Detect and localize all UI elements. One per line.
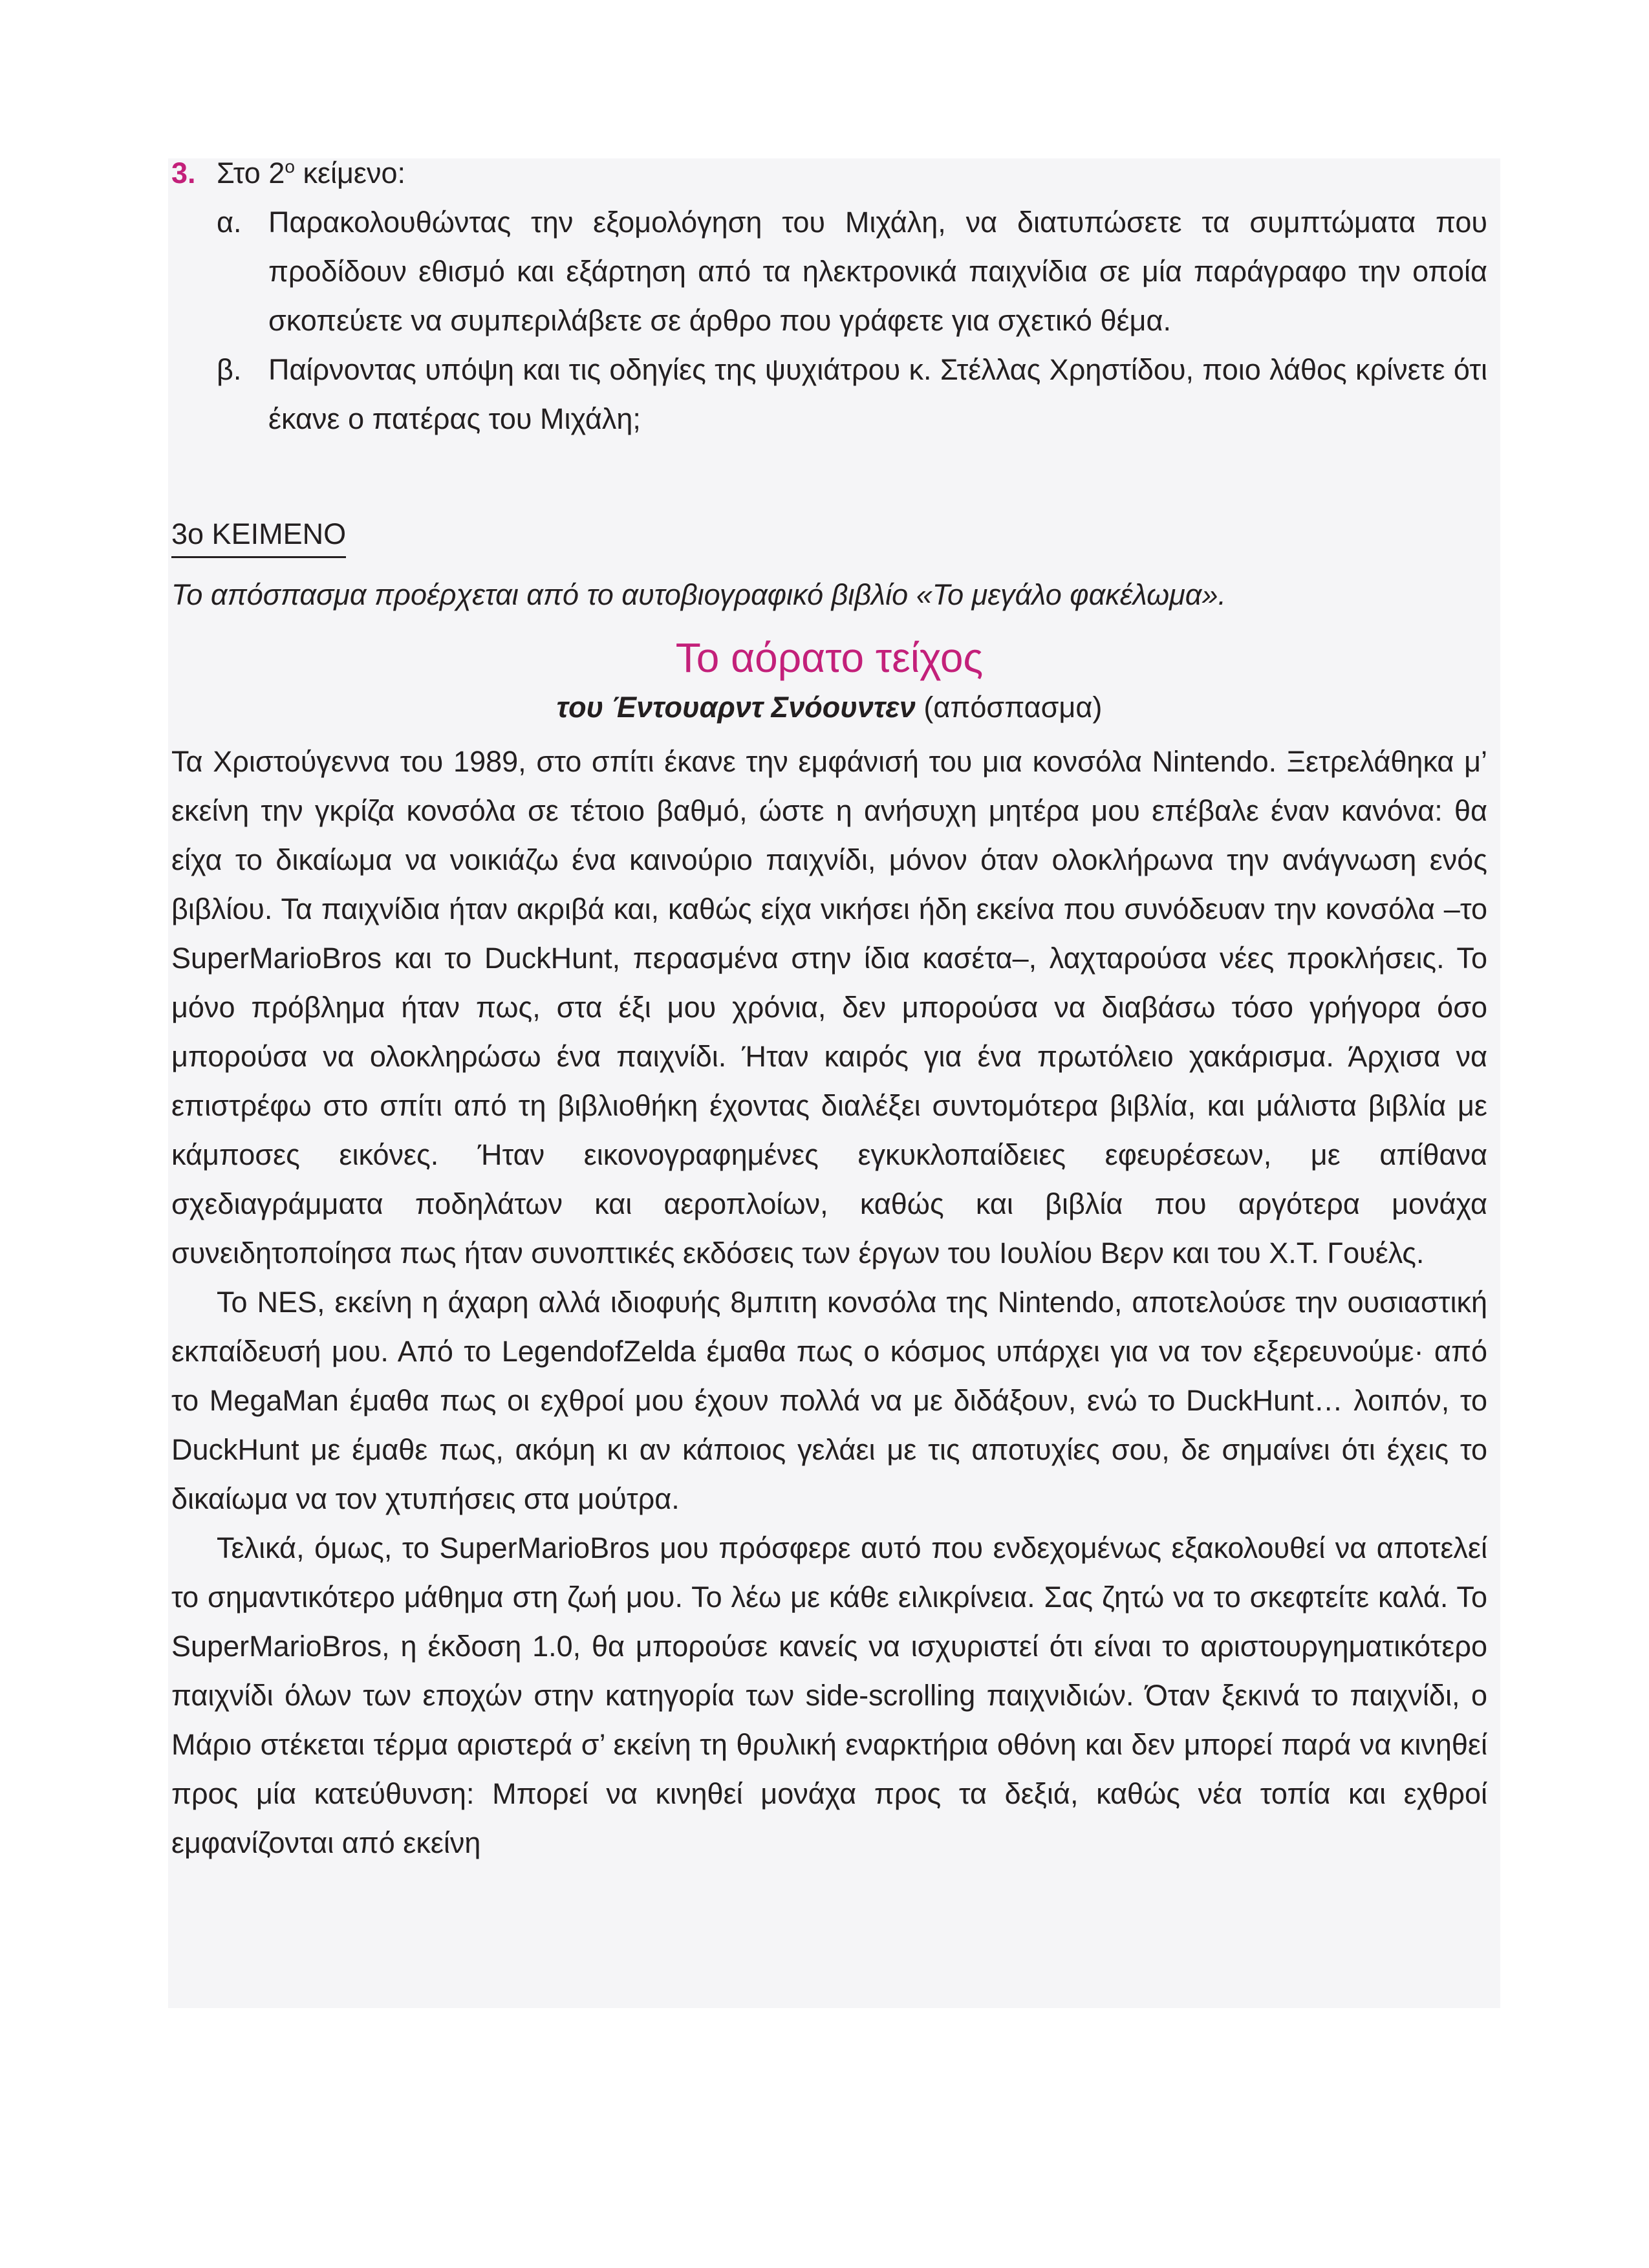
sub-question-text: Παίρνοντας υπόψη και τις οδηγίες της ψυχιάτρου κ. Στέλλας Χρηστίδου, ποιο λάθος κρίνετε ότι έκανε ο πατέρας του Μιχάλη;	[268, 353, 1487, 435]
paragraph: Τελικά, όμως, το SuperMarioBros μου πρόσφερε αυτό που ενδεχομένως εξακολουθεί να αποτελεί το σημαντικότερο μάθημα στη ζωή μου. Το λέω με κάθε ειλικρίνεια. Σας ζητώ να το σκεφτείτε καλά. Το SuperMarioBros, η έκδοση 1.0, θα μπορούσε κανείς να ισχυριστεί ότι είναι το αριστουργηματικότερο παιχνίδι όλων των εποχών στην κατηγορία των side-scrolling παιχνιδιών. Όταν ξεκινά το παιχνίδι, ο Μάριο στέκεται τέρμα αριστερά σ’ εκείνη τη θρυλική εναρκτήρια οθόνη και δεν μπορεί παρά να κινηθεί προς μία κατεύθυνση: Μπορεί να κινηθεί μονάχα προς τα δεξιά, καθώς νέα τοπία και εχθροί εμφανίζονται από εκείνη	[171, 1531, 1487, 1859]
byline-note: (απόσπασμα)	[915, 691, 1103, 724]
excerpt-body	[171, 737, 1487, 1868]
sub-question-letter: β.	[217, 353, 242, 386]
byline-author: του Έντουαρντ Σνόουντεν	[556, 691, 916, 724]
question-intro: Στο $2^o$ κείμενο:	[217, 157, 406, 189]
paragraph: Τα Χριστούγεννα του 1989, στο σπίτι έκανε την εμφάνισή του μια κονσόλα Nintendo. Ξετρελάθηκα μ’ εκείνη την γκρίζα κονσόλα σε τέτοιο βαθμό, ώστε η ανήσυχη μητέρα μου επέβαλε έναν κανόνα: θα είχα το δικαίωμα να νοικιάζω ένα καινούριο παιχνίδι, μόνον όταν ολοκλήρωνα την ανάγνωση ενός βιβλίου. Τα παιχνίδια ήταν ακριβά και, καθώς είχα νικήσει ήδη εκείνα που συνόδευαν την κονσόλα –το SuperMarioBros και το DuckHunt, περασμένα στην ίδια κασέτα–, λαχταρούσα νέες προκλήσεις. Το μόνο πρόβλημα ήταν πως, στα έξι μου χρόνια, δεν μπορούσα να διαβάσω τόσο γρήγορα όσο μπορούσα να ολοκληρώσω ένα παιχνίδι. Ήταν καιρός για ένα πρωτόλειο χακάρισμα. Άρχισα να επιστρέφω στο σπίτι από τη βιβλιοθήκη έχοντας διαλέξει συντομότερα βιβλία, και μάλιστα βιβλία με κάμποσες εικόνες. Ήταν εικονογραφημένες εγκυκλοπαίδειες εφευρέσεων, με απίθανα σχεδιαγράμματα ποδηλάτων και αεροπλοίων, καθώς και βιβλία που αργότερα μονάχα συνειδητοποίησα πως ήταν συνοπτικές εκδόσεις των έργων του Ιουλίου Βερν και του Χ.Τ. Γουέλς.	[171, 745, 1487, 1269]
text-title: Το αόρατο τείχος	[675, 634, 984, 681]
sub-question-a	[217, 198, 1487, 345]
sub-question-letter: α.	[217, 206, 242, 239]
sub-question-b	[217, 345, 1487, 444]
section-heading: 3ο ΚΕΙΜΕΝΟ	[171, 515, 346, 558]
page-content	[171, 149, 1487, 1868]
sub-question-text: Παρακολουθώντας την εξομολόγηση του Μιχάλη, να διατυπώσετε τα συμπτώματα που προδίδουν εθισμό και εξάρτηση από τα ηλεκτρονικά παιχνίδια σε μία παράγραφο την οποία σκοπεύετε να συμπεριλάβετε σε άρθρο που γράφετε για σχετικό θέμα.	[268, 206, 1487, 337]
question-number: 3.	[171, 157, 196, 189]
question-3	[171, 149, 1487, 198]
byline	[171, 683, 1487, 732]
paragraph: Το NES, εκείνη η άχαρη αλλά ιδιοφυής 8μπιτη κονσόλα της Nintendo, αποτελούσε την ουσιαστική εκπαίδευσή μου. Από το LegendofZelda έμαθα πως ο κόσμος υπάρχει για να τον εξερευνούμε· από το MegaMan έμαθα πως οι εχθροί μου έχουν πολλά να με διδάξουν, ενώ το DuckHunt… λοιπόν, το DuckHunt με έμαθε πως, ακόμη κι αν κάποιος γελάει με τις αποτυχίες σου, δε σημαίνει ότι έχεις το δικαίωμα να τον χτυπήσεις στα μούτρα.	[171, 1286, 1487, 1515]
source-note: Το απόσπασμα προέρχεται από το αυτοβιογραφικό βιβλίο «Το μεγάλο φακέλωμα».	[171, 578, 1226, 611]
